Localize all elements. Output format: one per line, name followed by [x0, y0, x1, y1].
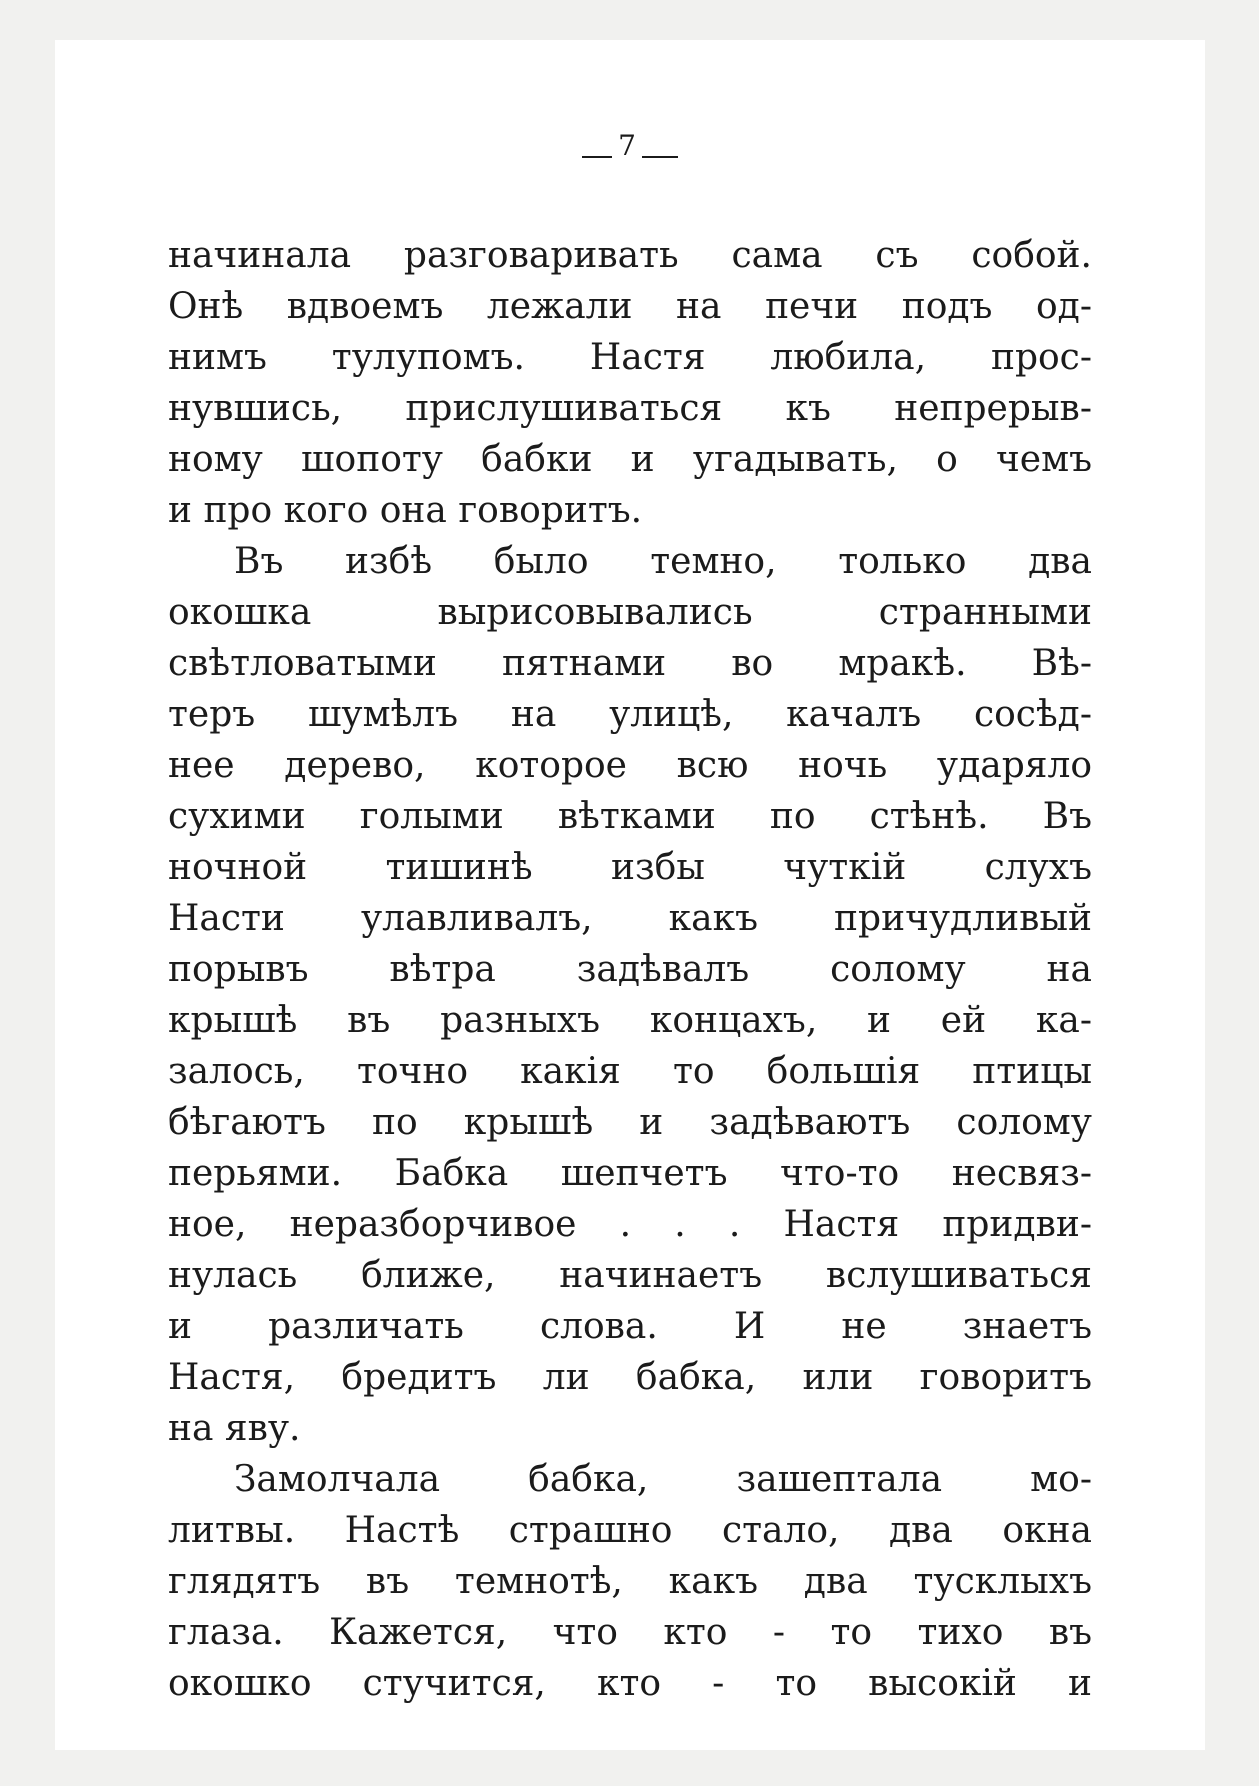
text-line: Въ избѣ было темно, только два [234, 541, 1092, 582]
text-line: Насти улавливалъ, какъ причудливый [168, 898, 1092, 939]
text-line: перьями. Бабка шепчетъ что-то несвяз- [168, 1153, 1092, 1194]
text-line: Онѣ вдвоемъ лежали на печи подъ од- [168, 286, 1092, 327]
page-number-dash-left [582, 156, 612, 158]
book-page [55, 40, 1205, 1750]
text-line: нее дерево, которое всю ночь ударяло [168, 745, 1092, 786]
page-number-dash-right [642, 156, 678, 158]
paragraph [168, 230, 1092, 536]
text-line: ночной тишинѣ избы чуткій слухъ [168, 847, 1092, 888]
body-text [168, 230, 1092, 1709]
text-line: и про кого она говоритъ. [168, 490, 643, 531]
text-line: начинала разговаривать сама съ собой. [168, 235, 1092, 276]
text-line: нувшись, прислушиваться къ непрерыв- [168, 388, 1092, 429]
text-line: литвы. Настѣ страшно стало, два окна [168, 1510, 1092, 1551]
paragraph [168, 1454, 1092, 1709]
text-line: глаза. Кажется, что кто - то тихо въ [168, 1612, 1092, 1653]
text-line: свѣтловатыми пятнами во мракѣ. Вѣ- [168, 643, 1092, 684]
text-line: бѣгаютъ по крышѣ и задѣваютъ солому [168, 1102, 1092, 1143]
text-line: глядятъ въ темнотѣ, какъ два тусклыхъ [168, 1561, 1092, 1602]
text-line: ное, неразборчивое . . . Настя придви- [168, 1204, 1092, 1245]
text-line: сухими голыми вѣтками по стѣнѣ. Въ [168, 796, 1092, 837]
text-line: нулась ближе, начинаетъ вслушиваться [168, 1255, 1092, 1296]
text-line: крышѣ въ разныхъ концахъ, и ей ка- [168, 1000, 1092, 1041]
text-line: нимъ тулупомъ. Настя любила, прос- [168, 337, 1092, 378]
text-line: порывъ вѣтра задѣвалъ солому на [168, 949, 1092, 990]
text-line: окошка вырисовывались странными [168, 592, 1092, 633]
paragraph [168, 536, 1092, 1454]
text-line: и различать слова. И не знаетъ [168, 1306, 1092, 1347]
text-line: Замолчала бабка, зашептала мо- [234, 1459, 1092, 1500]
text-line: залось, точно какія то большія птицы [168, 1051, 1092, 1092]
text-line: ному шопоту бабки и угадывать, о чемъ [168, 439, 1092, 480]
text-line: на яву. [168, 1408, 301, 1449]
page-number-header [55, 126, 1205, 166]
text-line: теръ шумѣлъ на улицѣ, качалъ сосѣд- [168, 694, 1092, 735]
text-line: окошко стучится, кто - то высокій и [168, 1663, 1092, 1704]
text-line: Настя, бредитъ ли бабка, или говоритъ [168, 1357, 1092, 1398]
page-number: 7 [618, 129, 636, 162]
